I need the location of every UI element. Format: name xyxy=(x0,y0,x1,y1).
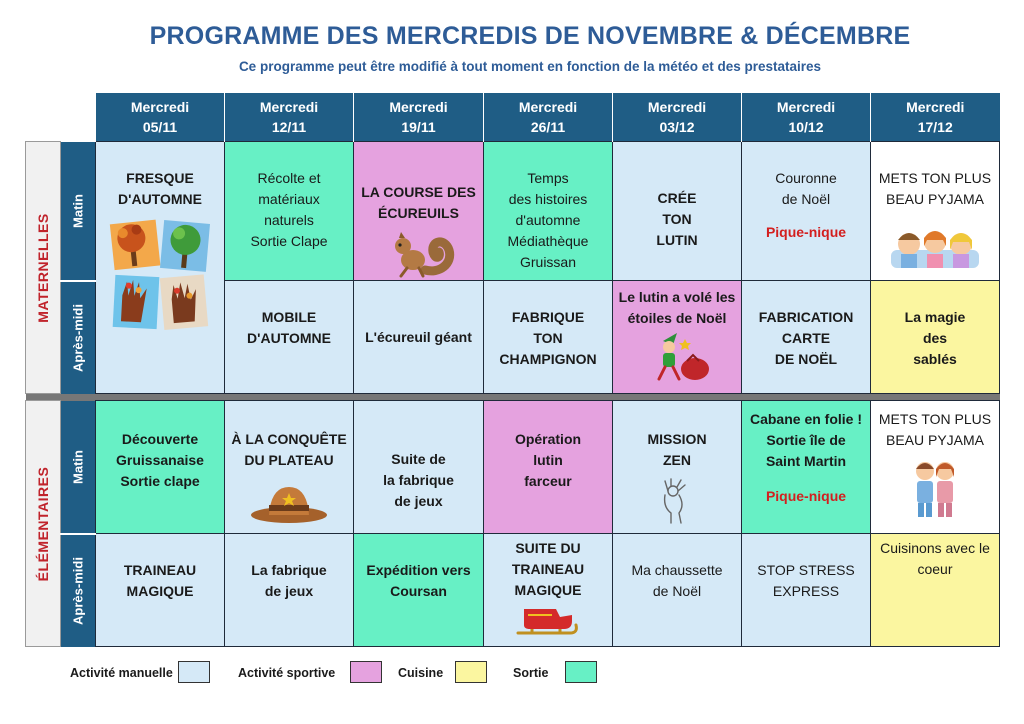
activity-cell xyxy=(484,142,613,281)
column-header xyxy=(225,93,354,142)
activity-text: CRÉE TON LUTIN xyxy=(656,190,698,248)
activity-cell xyxy=(613,534,742,647)
picnic-note: Pique-nique xyxy=(765,488,847,504)
kids-pyjama-icon xyxy=(885,216,985,272)
activity-cell xyxy=(871,534,1000,647)
program-table xyxy=(25,93,1000,647)
period-label-matin xyxy=(61,142,96,281)
maternelles-matin-row xyxy=(26,142,1000,281)
activity-text: Expédition vers Coursan xyxy=(366,562,471,599)
activity-cell xyxy=(742,534,871,647)
activity-cell xyxy=(871,401,1000,534)
column-header xyxy=(613,93,742,142)
activity-text: Opération lutin farceur xyxy=(514,431,582,489)
activity-cell xyxy=(225,401,354,534)
elementaires-apres-midi-row xyxy=(26,534,1000,647)
activity-text: Temps des histoires d'automne Médiathèque Gruissan xyxy=(507,170,589,270)
header-day: Mercredi xyxy=(130,99,190,115)
header-date: 03/12 xyxy=(659,119,695,135)
autumn-trees-hands-icon xyxy=(108,216,212,334)
header-day: Mercredi xyxy=(906,99,965,115)
elf-icon xyxy=(637,331,717,383)
activity-text: FRESQUE D'AUTOMNE xyxy=(118,170,202,207)
activity-text: La magie des sablés xyxy=(904,309,966,367)
activity-text: Découverte Gruissanaise Sortie clape xyxy=(116,431,204,489)
header-day: Mercredi xyxy=(389,99,448,115)
group-label-text: MATERNELLES xyxy=(35,212,51,323)
activity-text: METS TON PLUS BEAU PYJAMA xyxy=(878,411,992,448)
activity-text: METS TON PLUS BEAU PYJAMA xyxy=(878,170,992,207)
header-date: 26/11 xyxy=(530,119,566,135)
activity-cell xyxy=(484,534,613,647)
activity-cell xyxy=(354,534,484,647)
activity-text: Ma chaussette de Noël xyxy=(631,562,723,599)
activity-cell xyxy=(225,281,354,394)
legend-swatch-cuisine xyxy=(455,661,487,683)
activity-cell xyxy=(354,401,484,534)
activity-text: Cabane en folie ! Sortie île de Saint Martin xyxy=(749,411,863,469)
legend-label-sortie: Sortie xyxy=(513,666,549,680)
activity-text: L'écureuil géant xyxy=(365,329,472,345)
activity-text: MOBILE D'AUTOMNE xyxy=(247,309,331,346)
legend xyxy=(0,660,1024,684)
period-label-text: Après-midi xyxy=(70,303,86,372)
header-date: 17/12 xyxy=(917,119,953,135)
zen-hand-icon xyxy=(657,477,697,525)
activity-text: FABRIQUE TON CHAMPIGNON xyxy=(499,309,597,367)
activity-text: Suite de la fabrique de jeux xyxy=(383,451,454,509)
activity-cell xyxy=(484,281,613,394)
sleigh-icon xyxy=(516,603,580,639)
period-label-apres-midi xyxy=(61,281,96,394)
period-label-text: Matin xyxy=(70,449,86,484)
header-day: Mercredi xyxy=(518,99,578,115)
activity-text: Le lutin a volé les étoiles de Noël xyxy=(618,289,736,326)
activity-text: La fabrique de jeux xyxy=(251,562,327,599)
activity-cell xyxy=(613,281,742,394)
activity-text: TRAINEAU MAGIQUE xyxy=(123,562,197,599)
activity-cell xyxy=(225,142,354,281)
activity-cell xyxy=(613,142,742,281)
header-date: 05/11 xyxy=(142,119,178,135)
activity-cell xyxy=(484,401,613,534)
activity-text: Couronne de Noël xyxy=(775,170,837,207)
activity-text: À LA CONQUÊTE DU PLATEAU xyxy=(231,431,347,468)
squirrel-icon xyxy=(379,230,459,278)
separator-bar xyxy=(26,394,1000,401)
column-header xyxy=(354,93,484,142)
activity-text: LA COURSE DES ÉCUREUILS xyxy=(361,184,476,221)
activity-text: Cuisinons avec le coeur xyxy=(880,540,990,577)
activity-text: MISSION ZEN xyxy=(647,431,707,468)
activity-cell xyxy=(354,281,484,394)
group-label-elementaires xyxy=(26,401,61,647)
kids-pyjama-icon xyxy=(905,457,965,521)
elementaires-matin-row xyxy=(26,401,1000,534)
header-day: Mercredi xyxy=(776,99,836,115)
legend-swatch-manuelle xyxy=(178,661,210,683)
header-date: 10/12 xyxy=(788,119,824,135)
corner-cell xyxy=(26,93,96,142)
legend-swatch-sortie xyxy=(565,661,597,683)
activity-text: FABRICATION CARTE DE NOËL xyxy=(758,309,854,367)
period-label-matin xyxy=(61,401,96,534)
group-separator xyxy=(26,394,1000,401)
activity-text: STOP STRESS EXPRESS xyxy=(757,562,855,599)
activity-cell xyxy=(96,401,225,534)
period-label-text: Après-midi xyxy=(70,556,86,625)
activity-cell xyxy=(742,401,871,534)
header-row xyxy=(26,93,1000,142)
column-header xyxy=(96,93,225,142)
activity-cell xyxy=(613,401,742,534)
activity-cell xyxy=(871,281,1000,394)
page-title: PROGRAMME DES MERCREDIS DE NOVEMBRE & DÉCEMBRE xyxy=(149,22,911,50)
activity-cell xyxy=(96,534,225,647)
activity-cell xyxy=(225,534,354,647)
header-date: 19/11 xyxy=(401,119,436,135)
activity-cell xyxy=(354,142,484,281)
period-label-text: Matin xyxy=(70,193,86,228)
legend-label-cuisine: Cuisine xyxy=(398,666,444,680)
activity-cell xyxy=(871,142,1000,281)
column-header xyxy=(742,93,871,142)
column-header xyxy=(484,93,613,142)
column-header xyxy=(871,93,1000,142)
activity-cell xyxy=(742,142,871,281)
header-day: Mercredi xyxy=(259,99,319,115)
header-day: Mercredi xyxy=(647,99,707,115)
legend-label-manuelle: Activité manuelle xyxy=(70,666,173,680)
activity-text: Récolte et matériaux naturels Sortie Clape xyxy=(250,170,328,249)
legend-swatch-sportive xyxy=(350,661,382,683)
period-label-apres-midi xyxy=(61,534,96,647)
group-label-text: ÉLÉMENTAIRES xyxy=(35,466,51,581)
activity-cell xyxy=(742,281,871,394)
group-label-maternelles xyxy=(26,142,61,394)
activity-text: SUITE DU TRAINEAU MAGIQUE xyxy=(511,540,585,598)
page-subtitle: Ce programme peut être modifié à tout moment en fonction de la météo et des prestataires xyxy=(238,59,822,74)
legend-label-sportive: Activité sportive xyxy=(238,666,336,680)
picnic-note: Pique-nique xyxy=(765,224,847,240)
cowboy-hat-icon xyxy=(249,481,329,525)
activity-cell xyxy=(96,142,225,394)
header-date: 12/11 xyxy=(271,119,307,135)
